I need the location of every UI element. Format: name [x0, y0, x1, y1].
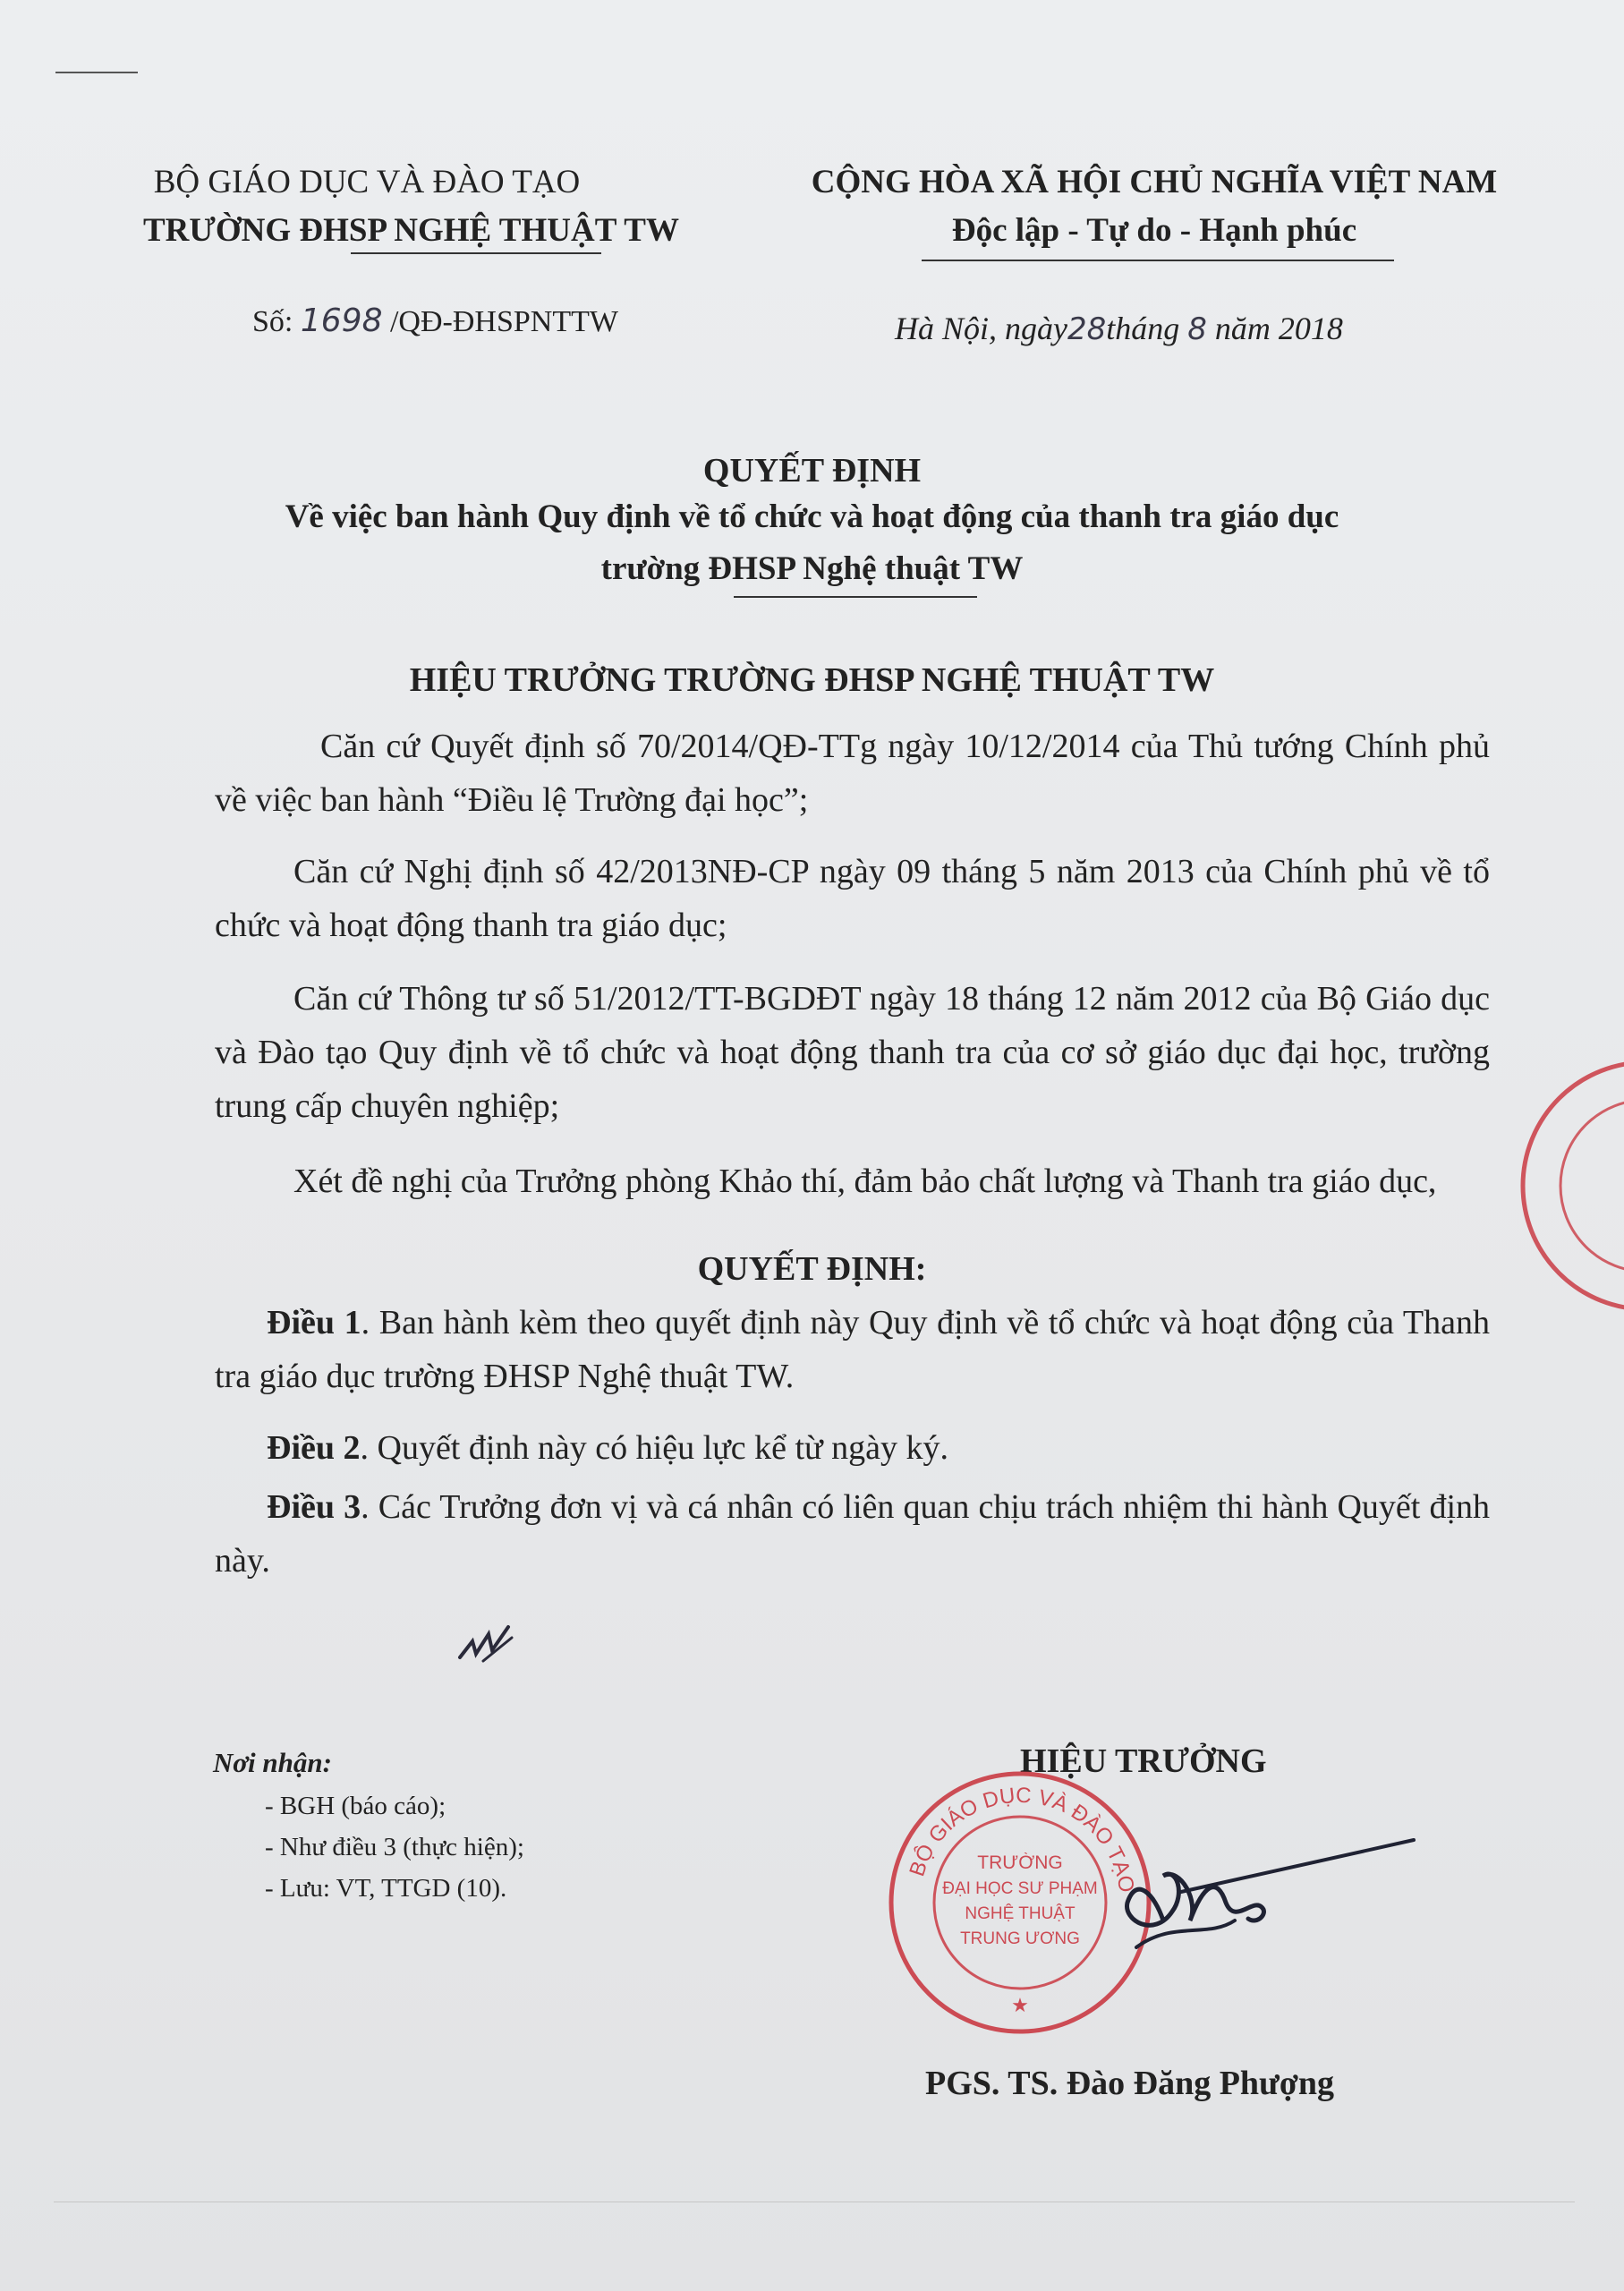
date-prefix: Hà Nội, ngày [895, 311, 1067, 346]
recipient-item-2: - Như điều 3 (thực hiện); [265, 1833, 524, 1861]
issuing-authority: HIỆU TRƯỞNG TRƯỜNG ĐHSP NGHỆ THUẬT TW [409, 661, 1215, 699]
preamble-3 [215, 972, 1490, 1133]
article-1 [215, 1296, 1490, 1403]
signer-position: HIỆU TRƯỞNG [1020, 1742, 1267, 1780]
edge-stamp [1512, 1056, 1624, 1316]
preamble-4 [215, 1154, 1490, 1208]
decision-heading: QUYẾT ĐỊNH: [697, 1250, 927, 1288]
ministry-name: BỘ GIÁO DỤC VÀ ĐÀO TẠO [153, 164, 581, 200]
recipient-item-3: - Lưu: VT, TTGD (10). [265, 1874, 507, 1903]
preamble-2-text: Căn cứ Nghị định số 42/2013NĐ-CP ngày 09 tháng 5 năm 2013 của Chính phủ về tổ chức và hoạt động thanh tra giáo dục; [215, 853, 1490, 944]
stamp-ring-text: BỘ GIÁO DỤC VÀ ĐÀO TẠO [905, 1783, 1139, 1895]
number-prefix: Số: [252, 305, 293, 338]
signer-name: PGS. TS. Đào Đăng Phượng [925, 2065, 1335, 2102]
article-3 [215, 1480, 1490, 1588]
decision-subject-line1: Về việc ban hành Quy định về tổ chức và hoạt động của thanh tra giáo dục [285, 498, 1339, 535]
article-3-text: . Các Trưởng đơn vị và cá nhân có liên quan chịu trách nhiệm thi hành Quyết định này. [215, 1488, 1491, 1580]
handwritten-signature [1101, 1813, 1441, 1965]
school-underline [351, 252, 601, 254]
preamble-1-text: Căn cứ Quyết định số 70/2014/QĐ-TTg ngày 10/12/2014 của Thủ tướng Chính phủ về việc ban hành “Điều lệ Trường đại học”; [215, 728, 1490, 819]
stamp-line-2: ĐẠI HỌC SƯ PHẠM [942, 1879, 1098, 1898]
motto: Độc lập - Tự do - Hạnh phúc [951, 212, 1357, 249]
article-1-label: Điều 1 [267, 1304, 361, 1341]
recipients-title: Nơi nhận: [213, 1747, 332, 1778]
preamble-3-text: Căn cứ Thông tư số 51/2012/TT-BGDĐT ngày 18 tháng 12 năm 2012 của Bộ Giáo dục và Đào tạo Quy định về tổ chức và hoạt động thanh tra của cơ sở giáo dục đại học, trường trung cấp chuyên nghiệp; [215, 980, 1490, 1125]
decision-title: QUYẾT ĐỊNH [702, 452, 922, 490]
stamp-line-1: TRƯỜNG [977, 1852, 1063, 1873]
school-name: TRƯỜNG ĐHSP NGHỆ THUẬT TW [143, 212, 679, 249]
stamp-star-icon: ★ [1011, 1994, 1029, 2016]
scan-mark [55, 72, 138, 73]
stamp-line-4: TRUNG ƯƠNG [960, 1929, 1080, 1948]
stamp-line-3: NGHỆ THUẬT [965, 1904, 1076, 1923]
article-3-label: Điều 3 [267, 1488, 361, 1526]
motto-underline [922, 260, 1394, 261]
number-handwritten: 1698 [300, 302, 383, 339]
preamble-2 [215, 845, 1490, 952]
article-2-label: Điều 2 [267, 1429, 361, 1467]
date-year-label: năm 2018 [1214, 311, 1343, 346]
date-month-label: tháng [1106, 311, 1180, 346]
country-name: CỘNG HÒA XÃ HỘI CHỦ NGHĨA VIỆT NAM [811, 164, 1498, 200]
article-2 [215, 1421, 1490, 1475]
date-day: 28 [1067, 311, 1107, 347]
initial-mark [456, 1622, 519, 1666]
preamble-4-text: Xét đề nghị của Trưởng phòng Khảo thí, đảm bảo chất lượng và Thanh tra giáo dục, [293, 1163, 1437, 1200]
date-month: 8 [1187, 311, 1207, 347]
decision-subject-line2: trường ĐHSP Nghệ thuật TW [600, 550, 1024, 587]
document-number [252, 302, 618, 339]
recipient-item-1: - BGH (báo cáo); [265, 1792, 446, 1820]
article-2-text: . Quyết định này có hiệu lực kể từ ngày ký. [360, 1429, 948, 1467]
preamble-1 [215, 720, 1490, 827]
subject-underline [734, 596, 977, 598]
article-1-text: . Ban hành kèm theo quyết định này Quy định về tổ chức và hoạt động của Thanh tra giáo dục trường ĐHSP Nghệ thuật TW. [215, 1304, 1491, 1395]
document-date [895, 310, 1343, 347]
number-suffix: /QĐ-ĐHSPNTTW [389, 305, 618, 338]
